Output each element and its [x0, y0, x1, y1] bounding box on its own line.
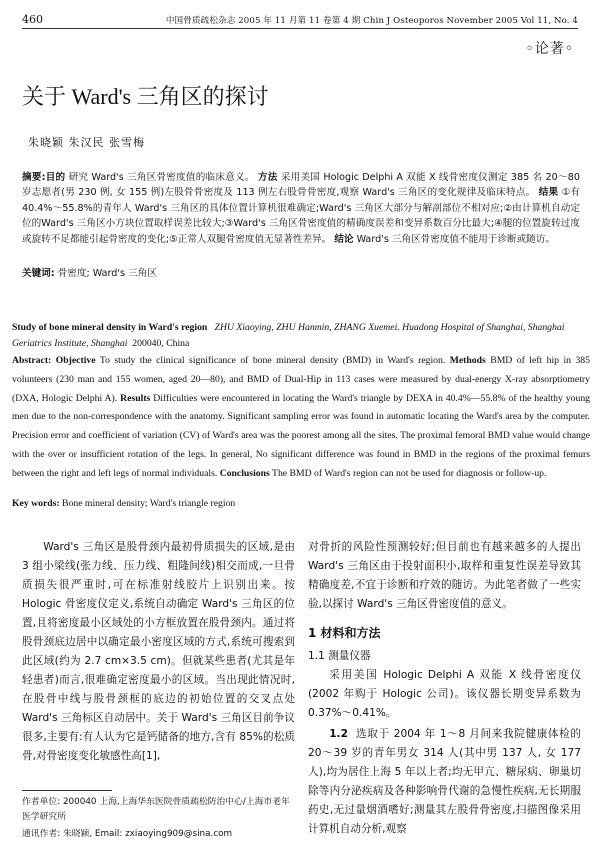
results-text: ①有 40.4%～55.8%的青年人 Ward's 三角区的具体位置计算机很难确定;Ward's 三角区大部分与解剖部位不相对应;②由计算机自动定位的Ward's 三角区小方块位置取样误差比较大;③Ward's 三角区骨密度值的精确度误差和变异系数百分比最大;④腿的位置旋转过度或旋转不足都能引起骨密度的变化;⑤正常人双腿骨密度值无显著性差异。: [22, 187, 581, 245]
english-title: Study of bone mineral density in Ward's region: [12, 322, 208, 333]
objective-text: 研究 Ward's 三角区骨密度值的临床意义。: [68, 172, 255, 183]
english-authors: ZHU Xiaoying, ZHU Hanmin, ZHANG Xuemei. Huadong Hospital of Shanghai, Shanghai Geriatrics Institute, Shanghai: [12, 322, 565, 349]
en-methods-label: Methods: [449, 355, 486, 366]
en-conclusion-label: Conclusions: [219, 467, 270, 479]
journal-line: 中国骨质疏松杂志 2005 年 11 月第 11 卷第 4 期 Chin J Osteoporos November 2005 Vol 11, No. 4: [165, 16, 578, 26]
page-number: 460: [22, 13, 43, 26]
en-conclusion-text: The BMD of Ward's region can not be used for diagnosis or follow-up.: [272, 467, 547, 479]
en-abstract-label: Abstract:: [12, 355, 52, 366]
subjects-paragraph: [308, 725, 581, 839]
section-heading-materials: 1 材料和方法: [308, 626, 381, 640]
footnote-affiliation: 作者单位: 200040 上海,上海华东医院骨质疏松防治中心/上海市老年医学研究所: [22, 797, 290, 822]
abstract-label: 摘要:: [22, 172, 46, 183]
conclusion-label: 结论: [334, 233, 354, 245]
section-tag: ◦论著◦: [525, 41, 574, 57]
english-abstract: [12, 352, 590, 484]
en-methods-text: BMD of left hip in 385 volunteers (230 man and 155 women, aged 20—80), and BMD of Dual-Hip in 113 cases were measured by dual-energy X-ray absorptiometry (DXA, Hologic Delphi A).: [12, 355, 590, 404]
footnote-contact: 通讯作者: 朱晓颖, Email: zxiaoying909@sina.com: [22, 829, 233, 839]
intro-paragraph: Ward's 三角区是股骨颈内最初骨质损失的区域,是由 3 组小梁线(张力线、压力线、粗隆间线)相交而成,一旦骨质损失很严重时,可在标准射线胶片上识别出来。按 Hologic 骨密度仪定义,系统自动确定 Ward's 三角区的位置,且将密度最小区域处的小方框放置在股骨颈内。通过将股骨颈底边居中以确定最小密度区域的方式,系统可搜索到此区域(约为 2.7 cm×3.5 cm)。但就某些患者(尤其是年轻患者)而言,很难确定密度最小的区域。当出现此情况时,在股骨中线与股骨颈框的底边的初始位置的交叉点处 Ward's 三角标区自动居中。关于 Ward's 三角区目前争议很多,主要有:有人认为它是钙储备的地方,含有 85%的松质骨,对骨密度变化敏感性高[1],: [22, 541, 295, 762]
english-keywords: [12, 498, 590, 509]
subsection-heading-instrument: 1.1 测量仪器: [308, 650, 371, 662]
en-results-label: Results: [120, 392, 151, 404]
english-postcode: 200040, China: [132, 337, 190, 349]
running-header: [22, 12, 578, 29]
body-column-left: [22, 538, 295, 766]
en-objective-text: To study the clinical significance of bone mineral density (BMD) in Ward's region.: [99, 355, 446, 366]
methods-label: 方法: [257, 172, 278, 183]
intro-continued: 对骨折的风险性预测较好;但目前也有越来越多的人提出 Ward's 三角区由于投射面积小,取样和重复性误差导致其精确度差,不宜于诊断和疗效的随访。为此笔者做了一些实验,以探讨 Ward's 三角区骨密度值的意义。: [308, 541, 581, 610]
authors: 朱晓颖 朱汉民 张雪梅: [28, 136, 145, 149]
results-label: 结果: [538, 187, 559, 199]
en-results-text: Difficulties were encountered in locating the Ward's triangle by DEXA in 40.4%—55.8% of the healthy young men due to the non-correspondence with the anatomy. Significant sampling error was found in automatic locating the Ward's area by the computer. Precision error and coefficient of variation (CV) of Ward's area was the poorest among all the sites. The proximal femoral BMD value would change with the over or insufficient rotation of the legs. In general, No significant difference was found in BMD in the regions of the proximal femurs between the right and left legs of normal individuals.: [12, 392, 591, 479]
chinese-abstract: [22, 170, 580, 247]
en-objective-label: Objective: [55, 355, 96, 366]
instrument-paragraph: 采用美国 Hologic Delphi A 双能 X 线骨密度仪(2002 年购于 Hologic 公司)。该仪器长期变异系数为 0.37%～0.41%。: [308, 669, 581, 719]
objective-label: 目的: [45, 172, 66, 183]
chinese-keywords: [22, 265, 157, 279]
subjects-text: 选取于 2004 年 1～8 月间来我院健康体检的 20～39 岁的青年男女 314 人(其中男 137 人, 女 177 人),均为居住上海 5 年以上者;均无甲亢、糖尿病、卵巢切除等内分泌疾病及各种影响骨代谢的急慢性疾病,无长期服药史,无过量烟酒嗜好;测量其左股骨骨密度,扫描图像采用计算机自动分析,观察: [308, 728, 581, 835]
footnote-divider: [22, 790, 112, 791]
body-column-right: [308, 538, 581, 839]
methods-text: 采用美国 Hologic Delphi A 双能 X 线骨密度仪测定 385 名 20～80 岁志愿者(男 230 例, 女 155 例)左股骨骨密度及 113 例左右股骨骨密度,观察 Ward's 三角区的变化规律及临床特点。: [22, 172, 581, 199]
en-keywords-value: Bone mineral density; Ward's triangle region: [62, 498, 236, 509]
keywords-value: 骨密度; Ward's 三角区: [57, 268, 157, 279]
en-keywords-label: Key words:: [12, 498, 60, 509]
subsection-number: 1.2: [329, 728, 348, 740]
english-title-block: [12, 320, 590, 351]
keywords-label: 关键词:: [22, 268, 55, 279]
article-title: 关于 Ward's 三角区的探讨: [22, 84, 269, 109]
conclusion-text: Ward's 三角区骨密度值不能用于诊断或随访。: [356, 233, 555, 245]
